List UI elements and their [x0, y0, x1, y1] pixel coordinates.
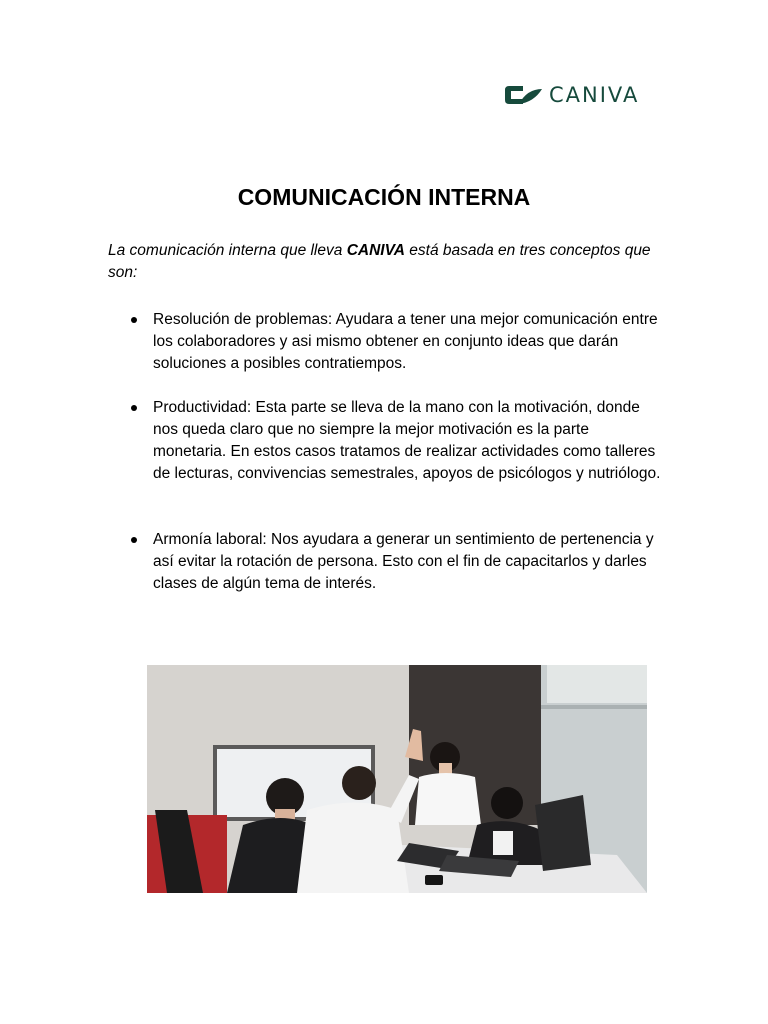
intro-paragraph: [108, 240, 668, 284]
intro-text-after: está basada en tres conceptos que son:: [108, 242, 651, 281]
concept-text: Nos ayudara a generar un sentimiento de pertenencia y así evitar la rotación de persona. Esto con el fin de capacitarlos y darles clases de algún tema de interés.: [153, 531, 654, 592]
logo-wordmark: CANIVA: [549, 83, 640, 107]
page-title: COMUNICACIÓN INTERNA: [237, 184, 531, 210]
bullet-icon: [131, 317, 137, 323]
team-meeting-illustration: [147, 665, 647, 893]
concept-list: [130, 309, 666, 595]
concept-item: [130, 397, 666, 485]
caniva-logo-mark-icon: [503, 83, 543, 107]
concept-text: Esta parte se lleva de la mano con la motivación, donde nos queda claro que no siempre la mejor motivación es la parte monetaria. En estos casos tratamos de realizar actividades como talleres de lecturas, convivencias semestrales, apoyos de psicólogos y nutriólogo.: [153, 399, 661, 482]
concept-item: [130, 529, 666, 595]
concept-text: Ayudara a tener una mejor comunicación entre los colaboradores y asi mismo obtener en conjunto ideas que darán soluciones a posibles contratiempos.: [153, 311, 658, 372]
intro-brand: CANIVA: [346, 242, 405, 259]
team-meeting-photo: [147, 665, 647, 893]
intro-text-before: La comunicación interna que lleva: [108, 242, 347, 259]
caniva-logo: [503, 83, 639, 107]
concept-lead: Armonía laboral:: [153, 531, 267, 548]
bullet-icon: [131, 405, 137, 411]
concept-lead: Productividad:: [153, 399, 252, 416]
bullet-icon: [131, 537, 137, 543]
concept-item: [130, 309, 666, 375]
concept-lead: Resolución de problemas:: [153, 311, 333, 328]
